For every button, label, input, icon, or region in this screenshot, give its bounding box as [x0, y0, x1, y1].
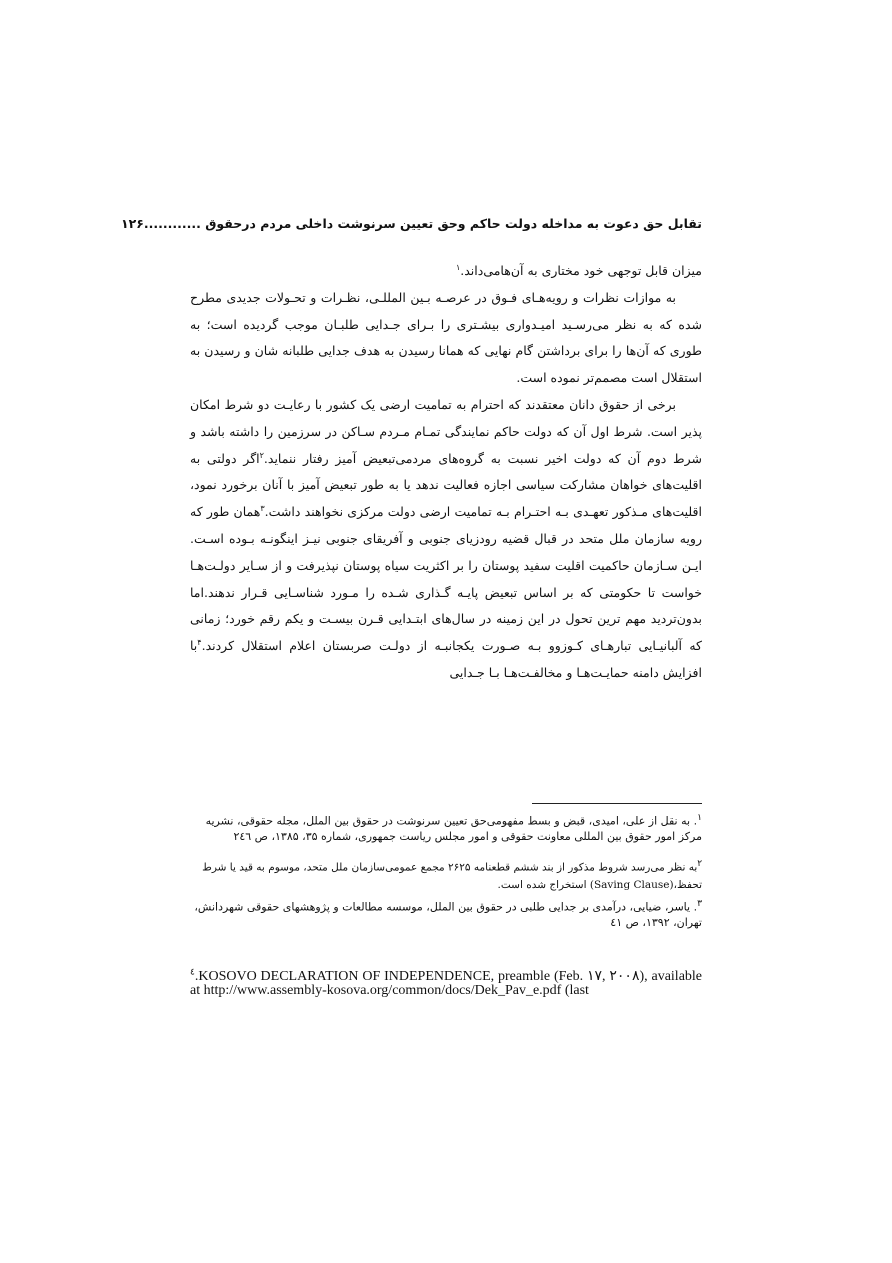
- paragraph-3-text-a: برخی از حقوق دانان معتقدند که احترام به تمامیت ارضی یک کشور با رعایـت دو شرط امکان پذیر است. شرط اول آن که دولت حاکم نمایندگی تمـام مـردم سـاکن در سرزمین را داشته باشد و شرط دوم آن که دولت اخیر نسبت به گروه‌های مردمی‌تبعیض آمیز رفتار ننماید.: [190, 396, 702, 466]
- paragraph-1-text: میزان قابل توجهی خود مختاری به آن‌هامی‌داند.: [460, 263, 702, 278]
- paragraph-3: [190, 392, 702, 687]
- footnote-2-latin: (Saving Clause): [589, 879, 674, 892]
- footnote-2-text-a: به نظر می‌رسد شروط مذکور از بند ششم قطعنامه ۲۶۲۵ مجمع عمومی‌سازمان ملل متحد، موسوم به قید یا شرط تحفظ،: [202, 861, 702, 892]
- footnote-3-text: . یاسر، ضیایی، درآمدی بر جدایی طلبی در حقوق بین الملل، موسسه مطالعات و پژوهشهای حقوقی شهردانش، تهران، ۱۳۹۲، ص ٤۱: [194, 900, 702, 929]
- footnote-4-marker: ٤: [190, 966, 195, 977]
- footnotes: [190, 810, 702, 930]
- paragraph-2: به موازات نظرات و رویه‌هـای فـوق در عرصـه بـین المللـی، نظـرات و تحـولات جدیدی مطرح شده که به نظر می‌رسـید امیـدواری بیشـتری را بـرای جـدایی طلبـان موجب گردیده است؛ به طوری که آن‌ها را برای برداشتن گام نهایی که همانا رسیدن به هدف جدایی طلبانه شان و رسیدن به استقلال است مصمم‌تر نموده است.: [190, 289, 702, 386]
- footnote-ref-2[interactable]: ۲: [259, 450, 264, 460]
- footnote-4-text-c[interactable]: ), available at http://www.assembly-kosova.org/common/docs/Dek_Pav_e.pdf (last: [190, 969, 703, 998]
- footnote-1: [190, 810, 702, 844]
- body-text: [190, 258, 702, 687]
- footnote-2-text-b: استخراج شده است.: [497, 879, 590, 892]
- paragraph-3-text-c: همان طور که رویه سازمان ملل متحد در قبال قضیه رودزیای جنوبی و آفریقای جنوبی نیـز اینگونـه بـوده اسـت. ایـن سـازمان حاکمیت اقلیت سفید پوستان را بر اکثریت سیاه پوستان نپذیرفت و از سـایر دولـت‌هـا خواست تا حکومتی که بر اساس تبعیض پایـه گـذاری شـده را مـورد شناسـایی قـرار ندهند.اما بدون‌تردید مهم ترین تحول در این زمینه در سال‌های ابتـدایی قـرن بیسـت و یکم رقم خورد؛ زمانی که آلبانیـایی تبارهـای کـوزوو بـه صـورت یکجانبـه از دولـت صربستان اعلام استقلال کردند.: [190, 504, 702, 654]
- footnote-3-marker: ۳: [697, 898, 702, 910]
- footnote-4: [190, 966, 703, 998]
- footnote-1-marker: ۱: [697, 812, 702, 823]
- paragraph-3-text-b: اگر دولتی به اقلیت‌های خواهان مشارکت سیاسی اجازه فعالیت ندهد یا به طور تبعیض آمیز با آنان برخورد نمود، اقلیت‌های مـذکور تعهـدی بـه احتـرام بـه تمامیت ارضی دولت مرکزی نخواهند داشت.: [190, 450, 702, 520]
- footnote-4-text-a: .KOSOVO DECLARATION OF INDEPENDENCE, preamble (Feb.: [194, 969, 587, 984]
- footnote-separator: [532, 803, 702, 804]
- footnote-2: [190, 855, 702, 895]
- page-number: ۱۲۶: [121, 216, 144, 231]
- paragraph-3-text-d: با افزایش دامنه حمایـت‌هـا و مخالفـت‌هـا بـا جـدایی: [190, 638, 702, 680]
- running-header: [121, 213, 702, 235]
- footnote-4-date-year: ۲۰۰۸: [609, 969, 640, 984]
- footnote-ref-3[interactable]: ۳: [260, 504, 265, 514]
- header-title: تقابل حق دعوت به مداخله دولت حاکم وحق تعیین سرنوشت داخلی مردم درحقوق ............: [143, 216, 702, 231]
- footnote-ref-1[interactable]: ۱: [455, 262, 461, 272]
- footnote-4-text-b: ,: [602, 969, 610, 984]
- footnote-2-marker: ۲: [697, 858, 702, 869]
- footnote-ref-4[interactable]: ۴: [197, 638, 202, 647]
- footnote-4-date-day: ۱۷: [586, 969, 603, 984]
- footnote-3: [190, 896, 702, 930]
- paragraph-1: [190, 258, 702, 285]
- footnote-1-text: . به نقل از علی، امیدی، قبض و بسط مفهومی‌حق تعیین سرنوشت در حقوق بین الملل، مجله حقوقی، نشریه مرکز امور حقوق بین المللی معاونت حقوقی و امور مجلس ریاست جمهوری، شماره ۳۵، ۱۳۸۵، ص ۲٤٦: [205, 814, 702, 843]
